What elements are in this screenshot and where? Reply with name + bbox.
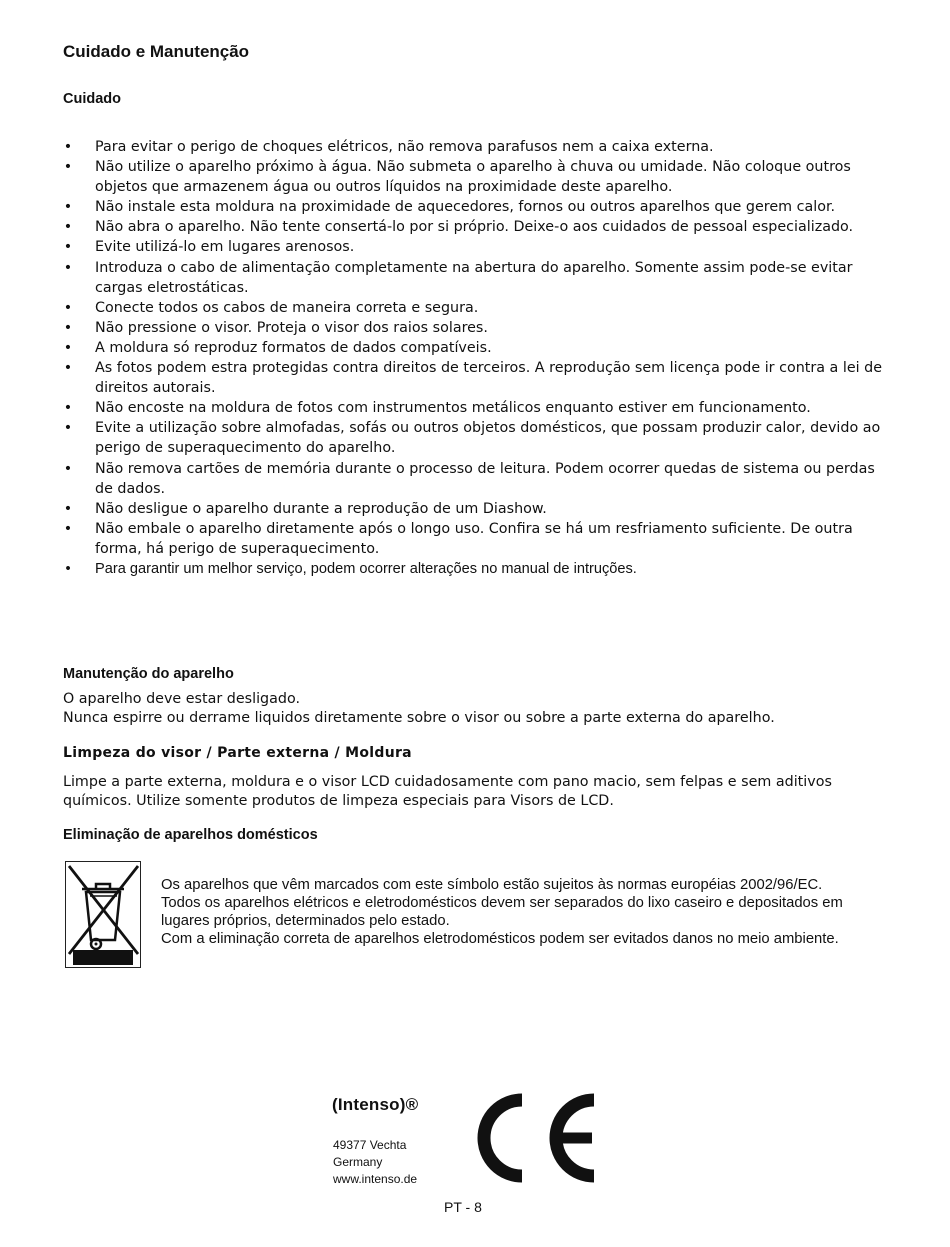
care-item-text: Para evitar o perigo de choques elétricos, não remova parafusos nem a caixa externa. (95, 139, 714, 155)
bullet-icon: • (63, 520, 73, 537)
care-item-text: Para garantir um melhor serviço, podem ocorrer alterações no manual de intruções. (95, 560, 637, 577)
care-list-item (63, 519, 883, 559)
company-address (333, 1137, 417, 1188)
bullet-icon: • (63, 299, 73, 316)
page-title: Cuidado e Manutenção (63, 42, 250, 61)
maintenance-line-2: Nunca espirre ou derrame liquidos diretamente sobre o visor ou sobre a parte externa do aparelho. (63, 710, 775, 726)
care-list-item (63, 358, 883, 398)
disposal-text (161, 876, 881, 948)
bullet-icon: • (63, 339, 73, 356)
cleaning-heading: Limpeza do visor / Parte externa / Moldura (63, 745, 412, 761)
weee-symbol (65, 861, 141, 968)
company-website: www.intenso.de (333, 1172, 418, 1186)
care-list-item (63, 338, 883, 358)
care-item-text: Não utilize o aparelho próximo à água. Não submeta o aparelho à chuva ou umidade. Não coloque outros objetos que armazenem água ou outros líquidos na proximidade deste aparelho. (95, 159, 851, 196)
care-list-item (63, 298, 883, 318)
care-list-item (63, 197, 883, 217)
bullet-icon: • (63, 420, 73, 437)
care-item-text: Conecte todos os cabos de maneira correta e segura. (95, 299, 479, 316)
ce-mark-icon (472, 1088, 606, 1188)
bullet-icon: • (63, 319, 73, 336)
care-list-item (63, 217, 883, 237)
care-list-item (63, 258, 883, 298)
disposal-line-2: Todos os aparelhos elétricos e eletrodomésticos devem ser separados do lixo caseiro e depositados em lugares próprios, determinados pelo estado. (161, 895, 843, 929)
intenso-logo: (Intenso)® (332, 1095, 419, 1114)
bullet-icon: • (63, 199, 73, 216)
care-bullet-list (63, 137, 883, 579)
page-number: PT - 8 (444, 1199, 482, 1215)
care-item-text: Evite utilizá-lo em lugares arenosos. (95, 239, 355, 256)
bullet-icon: • (63, 239, 73, 256)
bullet-icon: • (63, 219, 73, 236)
crossed-out-wheelie-bin-icon (66, 862, 140, 967)
care-list-item (63, 459, 883, 499)
care-item-text: Não instale esta moldura na proximidade de aquecedores, fornos ou outros aparelhos que gerem calor. (95, 199, 836, 216)
maintenance-text (63, 690, 903, 728)
care-list-item (63, 157, 883, 197)
care-item-text: Não pressione o visor. Proteja o visor dos raios solares. (95, 319, 488, 336)
care-list-item (63, 237, 883, 257)
care-list-item (63, 137, 883, 157)
bullet-icon: • (63, 360, 73, 377)
bullet-icon: • (63, 259, 73, 276)
bullet-icon: • (63, 159, 73, 176)
cleaning-text: Limpe a parte externa, moldura e o visor LCD cuidadosamente com pano macio, sem felpas e sem aditivos químicos. Utilize somente produtos de limpeza especiais para Visors de LCD. (63, 774, 832, 809)
disposal-heading: Eliminação de aparelhos domésticos (63, 827, 318, 843)
care-item-text: Não encoste na moldura de fotos com instrumentos metálicos enquanto estiver em funcionamento. (95, 400, 811, 417)
care-item-text: Não remova cartões de memória durante o processo de leitura. Podem ocorrer quedas de sistema ou perdas de dados. (95, 460, 875, 497)
bullet-icon: • (65, 560, 71, 577)
maintenance-heading: Manutenção do aparelho (63, 666, 234, 682)
bullet-icon: • (63, 460, 73, 477)
care-list-item (63, 559, 883, 579)
bullet-icon: • (63, 139, 73, 155)
care-item-text: Introduza o cabo de alimentação completamente na abertura do aparelho. Somente assim pode-se evitar cargas eletrostáticas. (95, 259, 853, 296)
bullet-icon: • (63, 400, 73, 417)
disposal-line-1: Os aparelhos que vêm marcados com este símbolo estão sujeitos às normas européias 2002/96/EC. (161, 877, 823, 893)
care-list-item (63, 318, 883, 338)
care-item-text: Não embale o aparelho diretamente após o longo uso. Confira se há um resfriamento suficiente. De outra forma, há perigo de superaquecimento. (95, 520, 853, 557)
care-item-text: A moldura só reproduz formatos de dados compatíveis. (95, 339, 492, 356)
disposal-line-3: Com a eliminação correta de aparelhos eletrodomésticos podem ser evitados danos no meio ambiente. (161, 931, 839, 947)
care-list-item (63, 398, 883, 418)
company-city: 49377 Vechta (333, 1138, 407, 1152)
care-list-item (63, 499, 883, 519)
care-item-text: Evite a utilização sobre almofadas, sofás ou outros objetos domésticos, que possam produzir calor, devido ao perigo de superaquecimento do aparelho. (95, 420, 881, 457)
care-item-text: Não abra o aparelho. Não tente consertá-lo por si próprio. Deixe-o aos cuidados de pessoal especializado. (95, 219, 854, 236)
maintenance-line-1: O aparelho deve estar desligado. (63, 691, 301, 707)
care-heading: Cuidado (63, 91, 121, 107)
ce-mark (472, 1088, 606, 1193)
care-list-item (63, 418, 883, 458)
company-country: Germany (333, 1155, 383, 1169)
care-item-text: As fotos podem estra protegidas contra direitos de terceiros. A reprodução sem licença pode ir contra a lei de direitos autorais. (95, 360, 883, 397)
bullet-icon: • (63, 500, 73, 517)
care-item-text: Não desligue o aparelho durante a reprodução de um Diashow. (95, 500, 547, 517)
